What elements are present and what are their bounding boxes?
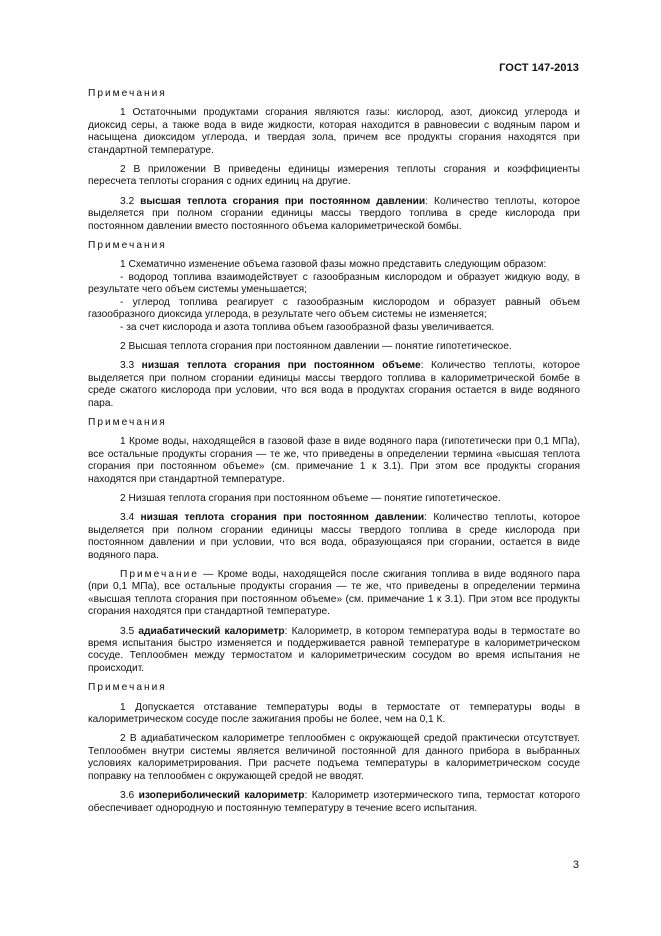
note-paragraph: 2 В адиабатическом калориметре теплообмен с окружающей средой практически отсутствует. Теплообмен внутри системы является величиной постоянной для данного прибора в выбранных условиях калориметрирования. При расчете подъема температуры в калориметрическом сосуде поправку на теплообмен с окружающей средой не вводят. (88, 733, 580, 782)
note-paragraph: 2 Высшая теплота сгорания при постоянном давлении — понятие гипотетическое. (120, 340, 512, 352)
term-name: высшая теплота сгорания при постоянном давлении (140, 195, 426, 207)
term-name: низшая теплота сгорания при постоянном объеме (141, 360, 421, 372)
note-paragraph: 2 В приложении В приведены единицы измерения теплоты сгорания и коэффициенты пересчета теплоты сгорания с одних единиц на другие. (88, 164, 580, 188)
term-definition-3-5 (88, 626, 580, 676)
note-paragraph: 1 Допускается отставание температуры воды в термостате от температуры воды в калориметрическом сосуде после зажигания пробы не более, чем на 0,1 К. (88, 701, 580, 726)
clause-number: 3.3 (120, 360, 142, 372)
term-definition-3-4 (88, 512, 580, 562)
term-name: адиабатический калориметр (138, 625, 285, 637)
list-item: - углерод топлива реагирует с газообразным кислородом и образует равный объем газообразного диоксида углерода, в результате чего объем системы не изменяется; (88, 296, 580, 321)
notes-heading: Примечания (88, 88, 167, 99)
term-name: изопериболический калориметр (138, 790, 305, 802)
page-number: 3 (572, 859, 579, 871)
note-paragraph: 1 Остаточными продуктами сгорания являются газы: кислород, азот, диоксид углерода и диоксид серы, а также вода в виде жидкости, которая находится в равновесии с водяным паром и насыщена диоксидом углерода, и твердая зола, причем все продукты сгорания находятся при стандартной температуре. (88, 107, 580, 156)
clause-number: 3.6 (120, 790, 139, 802)
single-note (88, 569, 580, 619)
term-definition-3-3 (88, 360, 580, 410)
term-definition-3-6 (88, 790, 580, 815)
term-text: : Количество теплоты, которое выделяется при полном сгорании единицы массы твердого топлива в среде кислорода при постоянном давлении вместо постоянного объема калориметрической бомбы. (88, 195, 580, 232)
term-text: : Калориметр изотермического типа, термостат которого обеспечивает однородную и постоянную температуру в течение всего испытания. (88, 790, 580, 814)
term-name: низшая теплота сгорания при постоянном давлении (140, 512, 425, 524)
list-item: - водород топлива взаимодействует с газообразным кислородом и образует жидкую воду, в результате чего объем системы уменьшается; (88, 271, 580, 296)
note-paragraph: 2 Низшая теплота сгорания при постоянном объеме — понятие гипотетическое. (120, 492, 501, 504)
note-paragraph: 1 Кроме воды, находящейся в газовой фазе в виде водяного пара (гипотетически при 0,1 МПа), все остальные продукты сгорания — те же, что приведены в определении термина «высшая теплота сгорания при постоянном объеме» (см. примечание 1 к 3.1). При этом все продукты сгорания находятся при стандартной температуре. (88, 436, 580, 485)
notes-heading: Примечания (88, 682, 167, 694)
document-code: ГОСТ 147-2013 (499, 62, 579, 74)
clause-number: 3.4 (120, 512, 141, 524)
notes-heading: Примечания (88, 416, 167, 428)
term-text: : Количество теплоты, которое выделяется при полном сгорании единицы массы твердого топлива в калориметрической бомбе в среде сжатого кислорода при условии, что вся вода в продуктах сгорания остается в виде водяного пара. (88, 360, 581, 409)
note-label: Примечание (120, 569, 199, 580)
term-text: : Количество теплоты, которое выделяется при полном сгорании единицы массы твердого топлива в среде кислорода при постоянном давлении и при условии, что вся вода, образующаяся при сгорании, остается в виде водяного пара. (88, 512, 581, 561)
clause-number: 3.5 (120, 625, 139, 637)
notes-heading: Примечания (88, 240, 167, 252)
page-body (88, 84, 580, 815)
term-text: : Калориметр, в котором температура воды в термостате во время испытания быстро изменяется и поддерживается равной температуре в калориметрическом сосуде. Теплообмен между термостатом и калориметрическим сосудом во время испытания не происходит. (88, 625, 580, 674)
term-definition-3-2 (88, 196, 580, 233)
clause-number: 3.2 (120, 195, 141, 207)
list-item: - за счет кислорода и азота топлива объем газообразной фазы увеличивается. (120, 321, 495, 333)
note-text: — Кроме воды, находящейся после сжигания топлива в виде водяного пара (при 0,1 МПа), все остальные продукты сгорания — те же, что приведены в определении термина «высшая теплота сгорания при постоянном объеме» (см. примечание 1 к 3.1). При этом все продукты сгорания находятся при стандартной температуре. (88, 569, 580, 618)
note-paragraph: 1 Схематично изменение объема газовой фазы можно представить следующим образом: (120, 259, 547, 271)
